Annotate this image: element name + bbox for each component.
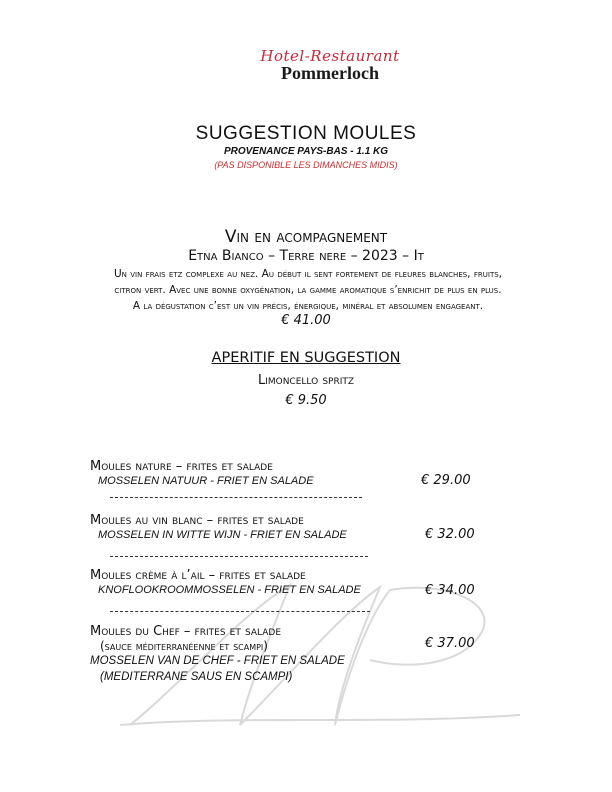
logo-name: Pommerloch bbox=[281, 63, 379, 83]
dish-translation: MOSSELEN NATUUR - FRIET EN SALADE bbox=[98, 475, 314, 487]
wine-desc-line: A la dégustation c’est un vin précis, énergique, minéral et absolumen engageant. bbox=[132, 300, 484, 312]
dish-price: € 29.00 bbox=[421, 473, 471, 488]
dish-translation: KNOFLOOKROOMMOSSELEN - FRIET EN SALADE bbox=[98, 584, 361, 596]
wine-name: Etna Bianco – Terre nere – 2023 – It bbox=[188, 248, 424, 264]
page-title: SUGGESTION MOULES bbox=[195, 123, 417, 144]
wine-description bbox=[86, 266, 530, 314]
aperitif-heading: APERITIF EN SUGGESTION bbox=[211, 350, 401, 366]
aperitif-name: Limoncello spritz bbox=[257, 373, 355, 388]
dish-translation: MOSSELEN VAN DE CHEF - FRIET EN SALADE bbox=[90, 655, 345, 667]
wine-desc-line: Un vin frais etz complexe au nez. Au début il sent fortement de fleures blanches, fruits, bbox=[114, 268, 502, 280]
logo-script-text: Hotel-Restaurant bbox=[260, 47, 400, 65]
dish-price: € 32.00 bbox=[425, 527, 475, 542]
provenance-line: PROVENANCE PAYS-BAS - 1.1 KG bbox=[223, 146, 389, 157]
availability-notice: (PAS DISPONIBLE LES DIMANCHES MIDIS) bbox=[214, 160, 398, 170]
dish-name: Moules crème à l’ail – frites et salade bbox=[90, 568, 306, 583]
dish-name: Moules du Chef – frites et salade bbox=[90, 624, 282, 639]
dish-price: € 34.00 bbox=[425, 583, 475, 598]
wine-desc-line: citron vert. Avec une bonne oxygénation, la gamme aromatique s’enrichit de plus en plus. bbox=[114, 284, 502, 296]
aperitif-price: € 9.50 bbox=[285, 393, 327, 408]
dish-name: Moules au vin blanc – frites et salade bbox=[90, 513, 304, 528]
dish-translation: MOSSELEN IN WITTE WIJN - FRIET EN SALADE bbox=[98, 529, 347, 541]
divider bbox=[110, 497, 362, 498]
divider bbox=[110, 556, 368, 557]
dish-translation-extra: (MEDITERRANE SAUS EN SCAMPI) bbox=[100, 671, 293, 683]
dish-name: Moules nature – frites et salade bbox=[90, 459, 273, 474]
dish-extra: (sauce méditerranéenne et scampi) bbox=[100, 639, 268, 653]
wine-heading: Vin en acompagnement bbox=[224, 227, 388, 247]
wine-price: € 41.00 bbox=[281, 313, 331, 328]
dish-price: € 37.00 bbox=[425, 636, 475, 651]
divider bbox=[110, 611, 370, 612]
